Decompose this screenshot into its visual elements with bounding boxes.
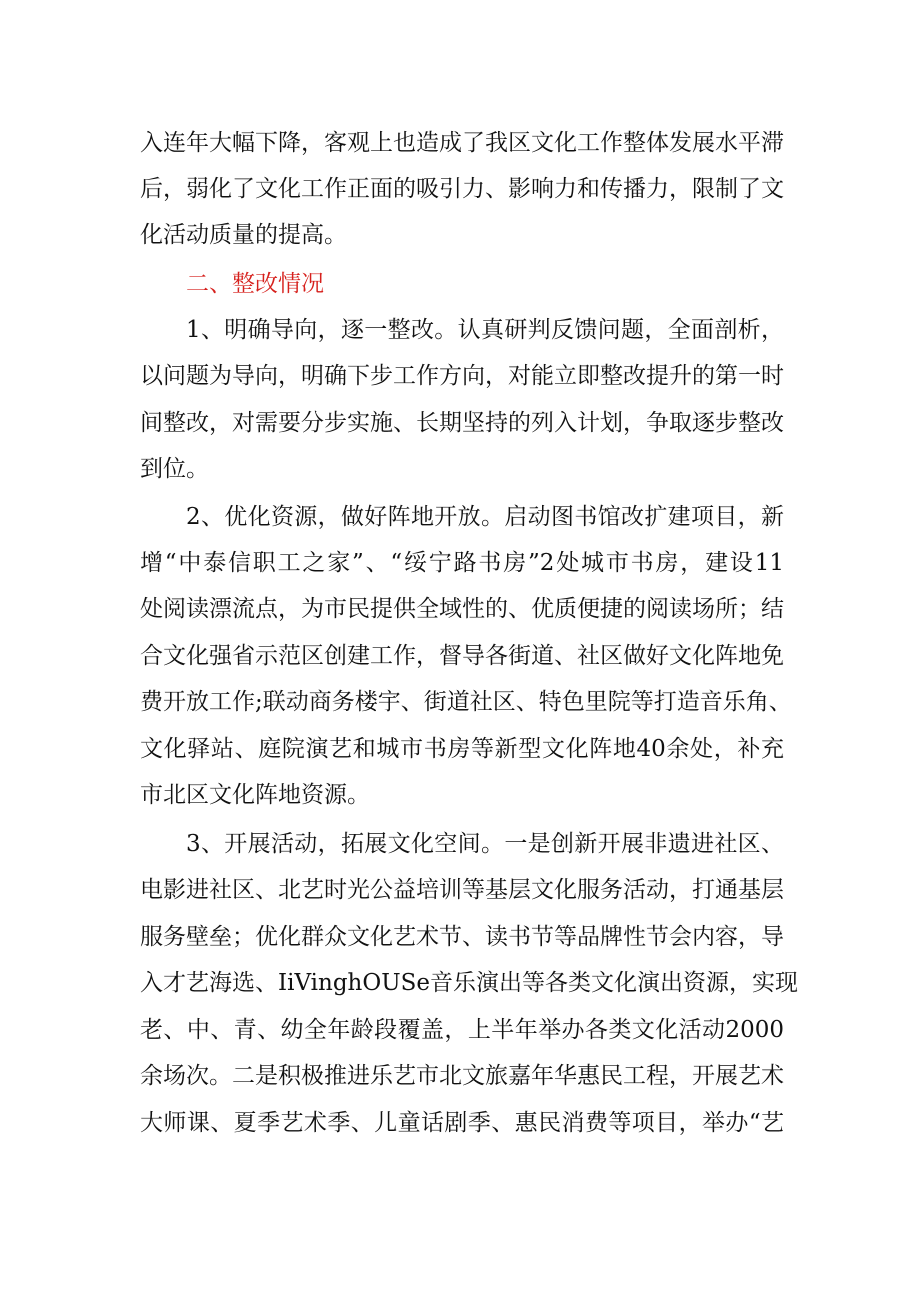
paragraph-line: 服务壁垒；优化群众文化艺术节、读书节等品牌性节会内容，导 [140, 924, 784, 950]
paragraph-line: 文化驿站、庭院演艺和城市书房等新型文化阵地40余处，补充 [140, 736, 784, 762]
paragraph-line: 入才艺海选、IiVinghOUSe音乐演出等各类文化演出资源，实现 [140, 970, 798, 996]
text-line: 后，弱化了文化工作正面的吸引力、影响力和传播力，限制了文 [140, 176, 784, 202]
text-line: 化活动质量的提高。 [140, 222, 347, 248]
paragraph-line: 3、开展活动，拓展文化空间。一是创新开展非遗进社区、 [186, 831, 784, 857]
paragraph-line: 1、明确导向，逐一整改。认真研判反馈问题，全面剖析， [186, 317, 784, 343]
paragraph-line: 费开放工作;联动商务楼宇、街道社区、特色里院等打造音乐角、 [140, 689, 792, 715]
paragraph-line: 大师课、夏季艺术季、儿童话剧季、惠民消费等项目，举办“艺 [140, 1110, 784, 1136]
paragraph-line: 处阅读漂流点，为市民提供全域性的、优质便捷的阅读场所；结 [140, 596, 784, 622]
paragraph-line: 以问题为导向，明确下步工作方向，对能立即整改提升的第一时 [140, 363, 784, 389]
paragraph-line: 市北区文化阵地资源。 [140, 782, 370, 808]
paragraph-line: 2、优化资源，做好阵地开放。启动图书馆改扩建项目，新 [186, 504, 784, 530]
paragraph-line: 增“中泰信职工之家”、“绥宁路书房”2处城市书房，建设11 [140, 550, 784, 576]
paragraph-line: 余场次。二是积极推进乐艺市北文旅嘉年华惠民工程，开展艺术 [140, 1063, 784, 1089]
section-heading: 二、整改情况 [186, 271, 324, 297]
paragraph-line: 电影进社区、北艺时光公益培训等基层文化服务活动，打通基层 [140, 877, 784, 903]
paragraph-line: 合文化强省示范区创建工作，督导各街道、社区做好文化阵地免 [140, 643, 784, 669]
text-line: 入连年大幅下降，客观上也造成了我区文化工作整体发展水平滞 [140, 130, 784, 156]
paragraph-line: 老、中、青、幼全年龄段覆盖，上半年举办各类文化活动2000 [140, 1017, 784, 1043]
paragraph-line: 间整改，对需要分步实施、长期坚持的列入计划，争取逐步整改 [140, 410, 784, 436]
paragraph-line: 到位。 [140, 456, 209, 482]
